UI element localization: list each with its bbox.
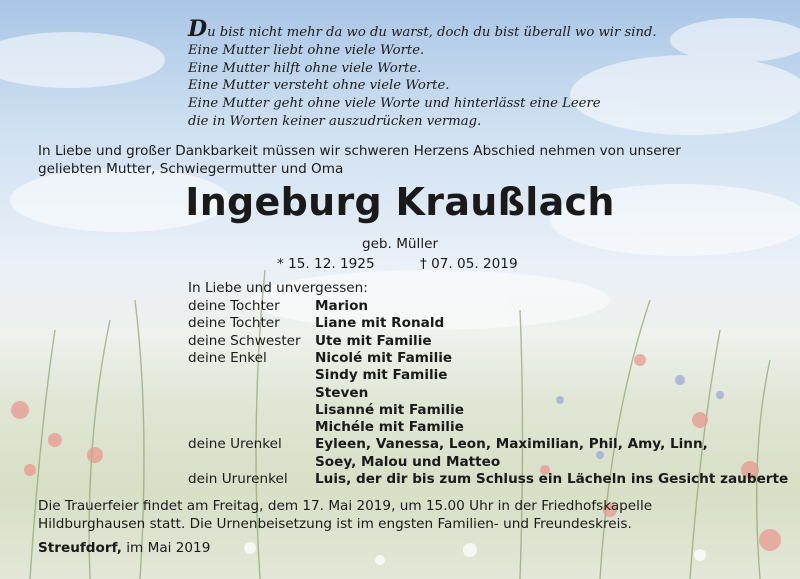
life-dates: [277, 256, 518, 272]
verse-line-5: Eine Mutter geht ohne viele Worte und hinterlässt eine Leere: [188, 96, 601, 112]
verse-dropcap: D: [188, 16, 208, 42]
mourner-names: Nicolé mit Familie: [315, 349, 453, 366]
memorial-verse: [188, 16, 657, 131]
deceased-name: Ingeburg Kraußlach: [185, 180, 615, 224]
mourner-relation: deine Schwester: [188, 332, 301, 349]
mourner-names: Luis, der dir bis zum Schluss ein Lächeln ins Gesicht zauberte: [315, 471, 789, 487]
verse-line-3: Eine Mutter hilft ohne viele Worte.: [188, 60, 422, 76]
mourner-names: Michéle mit Familie: [315, 419, 464, 436]
mourner-names: Marion: [315, 298, 369, 314]
mourner-relation: deine Urenkel: [188, 436, 282, 453]
mourner-names: Ute mit Familie: [315, 332, 432, 349]
birth-date: * 15. 12. 1925: [277, 256, 375, 272]
mourner-relation: deine Tochter: [188, 298, 280, 314]
mourner-names: Soey, Malou und Matteo: [315, 453, 501, 470]
place-town: Streufdorf,: [38, 540, 122, 556]
intro-text: [38, 142, 681, 178]
mourner-names: Steven: [315, 384, 369, 401]
mourner-names: Sindy mit Familie: [315, 367, 448, 384]
mourner-relation: deine Tochter: [188, 315, 280, 332]
mourners-title: In Liebe und unvergessen:: [188, 280, 368, 296]
birth-name: geb. Müller: [361, 236, 439, 252]
mourner-relation: deine Enkel: [188, 349, 267, 366]
verse-line-1: Du bist nicht mehr da wo du warst, doch du bist überall wo wir sind.: [188, 16, 657, 42]
intro-line-1: In Liebe und großer Dankbarkeit müssen wir schweren Herzens Abschied nehmen von unserer: [38, 143, 681, 159]
death-date: † 07. 05. 2019: [420, 256, 518, 272]
intro-line-2: geliebten Mutter, Schwiegermutter und Oma: [38, 161, 344, 177]
mourner-names: Eyleen, Vanessa, Leon, Maximilian, Phil, Amy, Linn,: [315, 436, 708, 453]
mourner-relation: dein Ururenkel: [188, 471, 288, 487]
verse-line-6: die in Worten keiner auszudrücken vermag.: [188, 113, 482, 129]
mourner-names: Lisanné mit Familie: [315, 401, 464, 418]
funeral-line-1: Die Trauerfeier findet am Freitag, dem 17. Mai 2019, um 15.00 Uhr in der Friedhofskapelle: [38, 498, 653, 514]
funeral-line-2: Hildburghausen statt. Die Urnenbeisetzung ist im engsten Familien- und Freundeskreis.: [38, 516, 632, 532]
verse-line-4: Eine Mutter versteht ohne viele Worte.: [188, 78, 450, 94]
mourner-names: Liane mit Ronald: [315, 315, 445, 332]
verse-line-2: Eine Mutter liebt ohne viele Worte.: [188, 42, 425, 58]
place-date: im Mai 2019: [126, 540, 211, 556]
place-and-date: [38, 540, 210, 556]
funeral-info: [38, 497, 652, 533]
